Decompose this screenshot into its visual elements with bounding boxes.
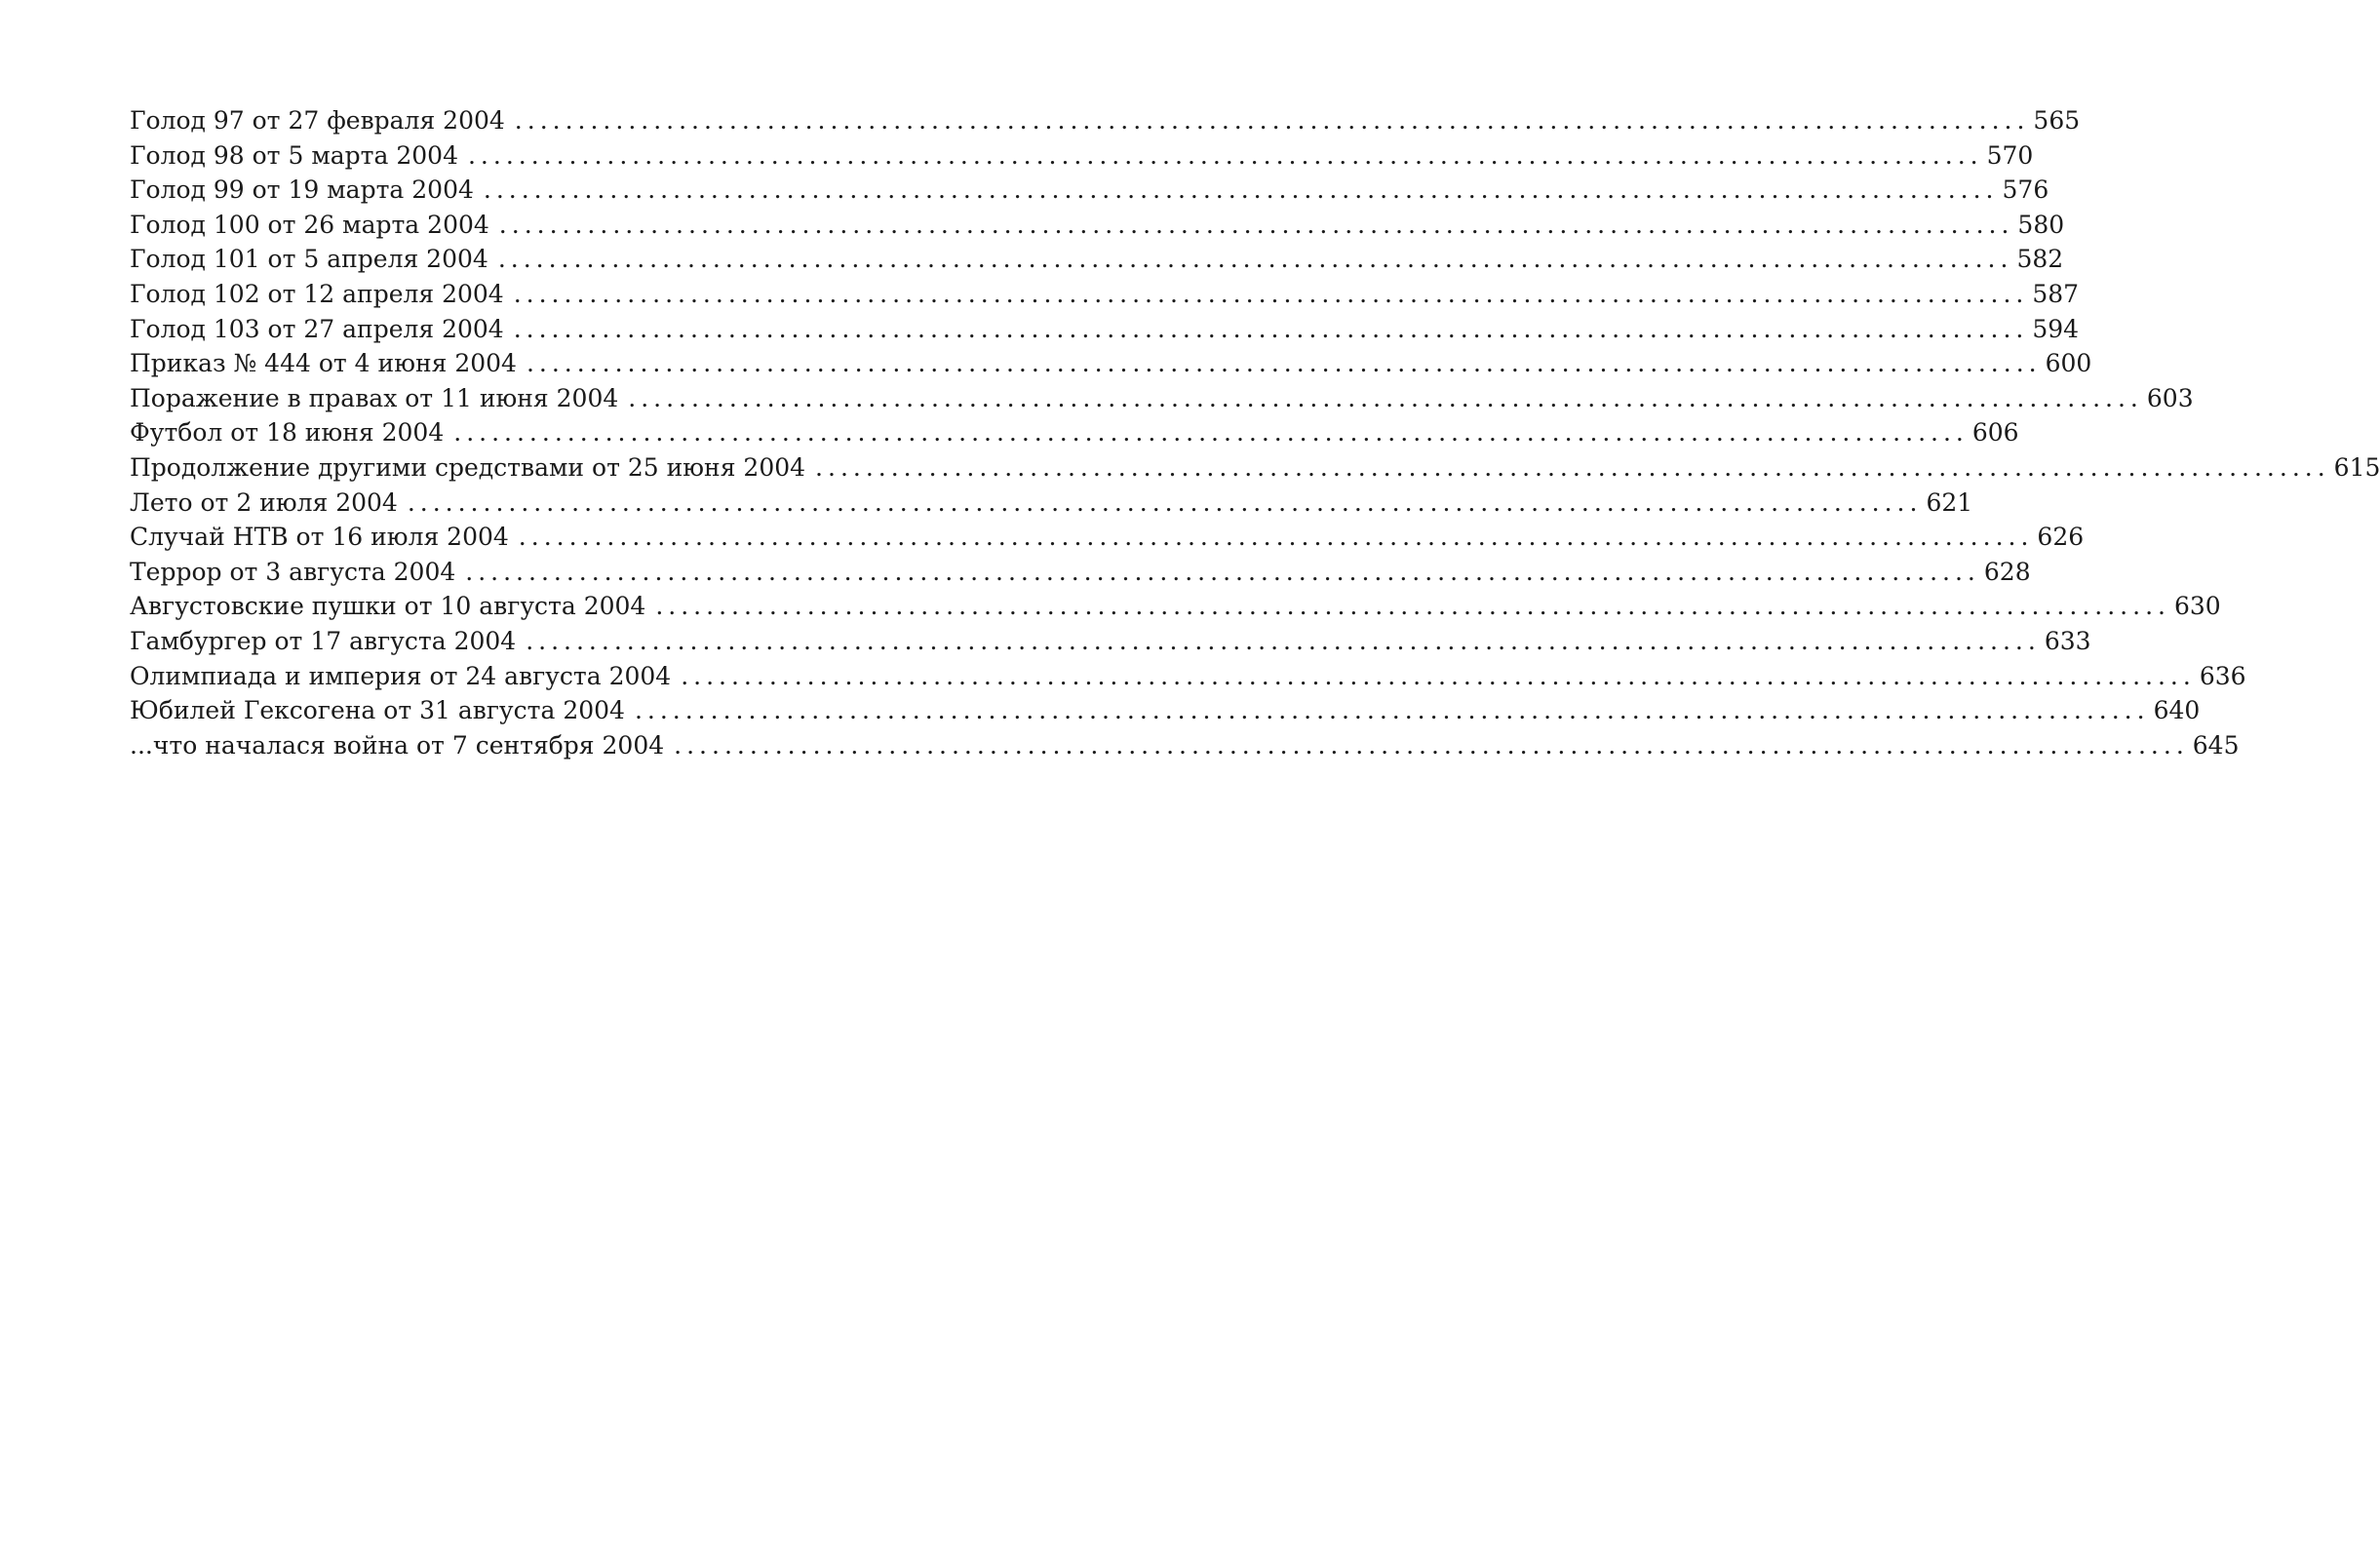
toc-entry-page: 615	[2333, 452, 2380, 482]
toc-entry	[130, 173, 2049, 208]
dot-leader: ........................................................................................................................	[628, 383, 2143, 412]
toc-entry-title: Голод 98 от 5 марта 2004	[130, 140, 458, 170]
toc-entry-page: 633	[2044, 626, 2091, 655]
toc-entry-title: Случай НТВ от 16 июля 2004	[130, 523, 509, 552]
dot-leader: ........................................................................................................................	[655, 592, 2170, 621]
dot-leader: ........................................................................................................................	[526, 626, 2041, 655]
toc-entry-title: Приказ № 444 от 4 июня 2004	[130, 349, 517, 378]
toc-entry-title: Террор от 3 августа 2004	[130, 557, 456, 586]
toc-entry-title: Голод 100 от 26 марта 2004	[130, 210, 489, 239]
toc-entry-title: Продолжение другими средствами от 25 июня 2004	[130, 452, 806, 482]
toc-entry-page: 576	[2002, 175, 2049, 205]
toc-entry	[130, 589, 2221, 624]
toc-entry-page: 606	[1971, 418, 2019, 448]
toc-entry	[130, 103, 2081, 138]
dot-leader: ........................................................................................................................	[407, 487, 1923, 517]
dot-leader: ........................................................................................................................	[634, 696, 2150, 725]
toc-entry-title: Голод 101 от 5 апреля 2004	[130, 245, 488, 274]
toc-entry-title: Лето от 2 июля 2004	[130, 487, 398, 517]
toc-entry	[130, 277, 2080, 312]
toc-entry-title: Голод 102 от 12 апреля 2004	[130, 279, 504, 308]
toc-entry	[130, 659, 2246, 694]
toc-entry-page: 565	[2033, 106, 2081, 135]
toc-entry	[130, 450, 2380, 486]
toc-entry-page: 636	[2199, 661, 2246, 690]
dot-leader: ........................................................................................................................	[526, 349, 2042, 378]
toc-entry	[130, 381, 2194, 416]
toc-entry	[130, 208, 2065, 243]
toc-entry-title: Юбилей Гексогена от 31 августа 2004	[130, 696, 625, 725]
dot-leader: ........................................................................................................................	[467, 140, 1983, 170]
toc-entry-page: 626	[2037, 523, 2085, 552]
dot-leader: ........................................................................................................................	[498, 210, 2014, 239]
toc-entry-title: Футбол от 18 июня 2004	[130, 418, 445, 448]
dot-leader: ........................................................................................................................	[674, 730, 2189, 760]
dot-leader: ........................................................................................................................	[518, 523, 2034, 552]
toc-entry-title: Голод 99 от 19 марта 2004	[130, 175, 474, 205]
toc-entry-page: 582	[2016, 245, 2064, 274]
dot-leader: ........................................................................................................................	[465, 557, 1980, 586]
toc-entry-page: 600	[2045, 349, 2092, 378]
toc-entry	[130, 486, 1973, 521]
toc-entry	[130, 242, 2064, 277]
toc-entry-page: 580	[2017, 210, 2065, 239]
toc-entry	[130, 693, 2201, 728]
toc-entry-page: 603	[2146, 383, 2194, 412]
toc-entry-page: 621	[1926, 487, 1973, 517]
toc-entry-page: 594	[2032, 314, 2080, 343]
toc-entry	[130, 728, 2240, 763]
toc-entry	[130, 520, 2085, 555]
toc-entry-title: ...что началася война от 7 сентября 2004	[130, 730, 665, 760]
toc-entry	[130, 346, 2092, 381]
toc-entry	[130, 138, 2034, 174]
toc-entry-title: Поражение в правах от 11 июня 2004	[130, 383, 619, 412]
toc-entry	[130, 312, 2080, 347]
toc-entry-title: Олимпиада и империя от 24 августа 2004	[130, 661, 672, 690]
toc-entry-title: Голод 103 от 27 апреля 2004	[130, 314, 504, 343]
dot-leader: ........................................................................................................................	[483, 175, 1999, 205]
dot-leader: ........................................................................................................................	[497, 245, 2013, 274]
dot-leader: ........................................................................................................................	[453, 418, 1969, 448]
table-of-contents	[130, 103, 2380, 762]
dot-leader: ........................................................................................................................	[681, 661, 2196, 690]
toc-entry	[130, 415, 2019, 450]
toc-entry-page: 628	[1983, 557, 2031, 586]
toc-entry-title: Гамбургер от 17 августа 2004	[130, 626, 517, 655]
toc-entry	[130, 624, 2091, 659]
toc-entry	[130, 555, 2031, 590]
dot-leader: ........................................................................................................................	[513, 279, 2029, 308]
toc-entry-title: Голод 97 от 27 февраля 2004	[130, 106, 505, 135]
dot-leader: ........................................................................................................................	[514, 106, 2030, 135]
toc-entry-page: 645	[2192, 730, 2240, 760]
toc-entry-page: 640	[2153, 696, 2201, 725]
toc-entry-page: 630	[2173, 592, 2221, 621]
dot-leader: ........................................................................................................................	[815, 452, 2330, 482]
toc-entry-title: Августовские пушки от 10 августа 2004	[130, 592, 646, 621]
toc-entry-page: 587	[2032, 279, 2080, 308]
dot-leader: ........................................................................................................................	[513, 314, 2029, 343]
toc-entry-page: 570	[1986, 140, 2034, 170]
